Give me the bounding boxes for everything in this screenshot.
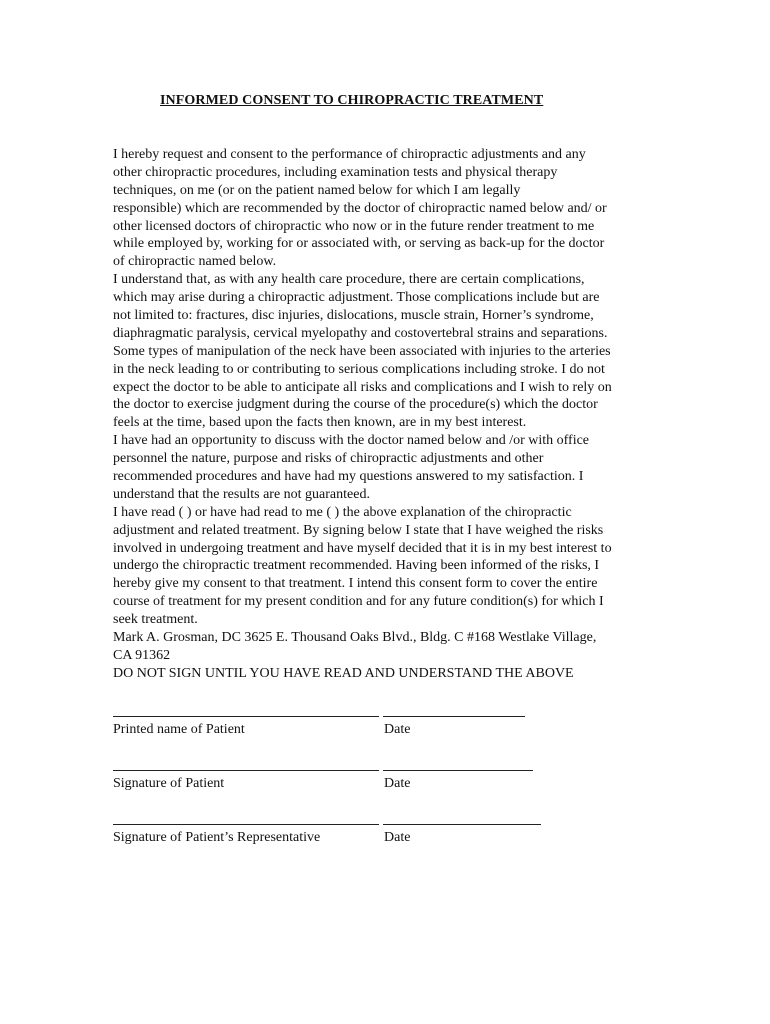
body-line: understand that the results are not guaranteed. bbox=[113, 486, 370, 502]
body-line: while employed by, working for or associated with, or serving as back-up for the doctor bbox=[113, 236, 605, 252]
body-line: of chiropractic named below. bbox=[113, 254, 277, 270]
signature-line bbox=[113, 824, 379, 825]
date-line bbox=[383, 716, 525, 717]
consent-body bbox=[113, 146, 673, 683]
date-line bbox=[383, 824, 541, 825]
body-line: hereby give my consent to that treatment. I intend this consent form to cover the entire bbox=[113, 576, 598, 592]
body-line: involved in undergoing treatment and have myself decided that it is in my best interest to bbox=[113, 540, 612, 556]
body-line: expect the doctor to be able to anticipate all risks and complications and I wish to rely on bbox=[113, 379, 612, 395]
body-line: I have read ( ) or have had read to me ( ) the above explanation of the chiropractic bbox=[113, 504, 572, 520]
signature-label: Signature of Patient’s Representative bbox=[113, 830, 321, 845]
body-line: seek treatment. bbox=[113, 612, 198, 628]
signature-label: Signature of Patient bbox=[113, 776, 225, 791]
signature-line bbox=[113, 770, 379, 771]
body-line: CA 91362 bbox=[113, 647, 171, 663]
body-line: which may arise during a chiropractic adjustment. Those complications include but are bbox=[113, 290, 600, 306]
body-line: diaphragmatic paralysis, cervical myelopathy and costovertebral strains and separations. bbox=[113, 325, 608, 341]
date-label: Date bbox=[384, 776, 411, 791]
date-label: Date bbox=[384, 722, 411, 737]
body-line: undergo the chiropractic treatment recommended. Having been informed of the risks, I bbox=[113, 558, 600, 574]
signature-label: Printed name of Patient bbox=[113, 722, 245, 737]
body-line: I understand that, as with any health care procedure, there are certain complications, bbox=[113, 272, 585, 288]
date-line bbox=[383, 770, 533, 771]
body-line: techniques, on me (or on the patient named below for which I am legally bbox=[113, 182, 521, 198]
body-line: I have had an opportunity to discuss with the doctor named below and /or with office bbox=[113, 433, 590, 449]
body-line: Some types of manipulation of the neck have been associated with injuries to the arteries bbox=[113, 343, 611, 359]
date-label: Date bbox=[384, 830, 411, 845]
signature-block-patient bbox=[113, 770, 573, 800]
body-line: responsible) which are recommended by the doctor of chiropractic named below and/ or bbox=[113, 200, 607, 216]
body-line: feels at the time, based upon the facts then known, are in my best interest. bbox=[113, 415, 527, 431]
signature-block-representative bbox=[113, 824, 573, 854]
body-line: recommended procedures and have had my questions answered to my satisfaction. I bbox=[113, 469, 584, 485]
body-line: other chiropractic procedures, including examination tests and physical therapy bbox=[113, 164, 558, 180]
body-line: adjustment and related treatment. By signing below I state that I have weighed the risks bbox=[113, 522, 604, 538]
body-line: not limited to: fractures, disc injuries, dislocations, muscle strain, Horner’s syndrome, bbox=[113, 308, 594, 324]
body-line: personnel the nature, purpose and risks of chiropractic adjustments and other bbox=[113, 451, 544, 467]
document-title: INFORMED CONSENT TO CHIROPRACTIC TREATMENT bbox=[160, 93, 544, 108]
body-line: other licensed doctors of chiropractic who now or in the future render treatment to me bbox=[113, 218, 595, 234]
body-line: the doctor to exercise judgment during the course of the procedure(s) which the doctor bbox=[113, 397, 598, 413]
body-line: in the neck leading to or contributing to serious complications including stroke. I do not bbox=[113, 361, 605, 377]
body-line: I hereby request and consent to the performance of chiropractic adjustments and any bbox=[113, 147, 586, 162]
body-line: Mark A. Grosman, DC 3625 E. Thousand Oaks Blvd., Bldg. C #168 Westlake Village, bbox=[113, 630, 597, 646]
body-line: DO NOT SIGN UNTIL YOU HAVE READ AND UNDERSTAND THE ABOVE bbox=[113, 665, 574, 681]
body-line: course of treatment for my present condition and for any future condition(s) for which I bbox=[113, 594, 604, 610]
signature-line bbox=[113, 716, 379, 717]
signature-block-printed-name bbox=[113, 716, 573, 746]
